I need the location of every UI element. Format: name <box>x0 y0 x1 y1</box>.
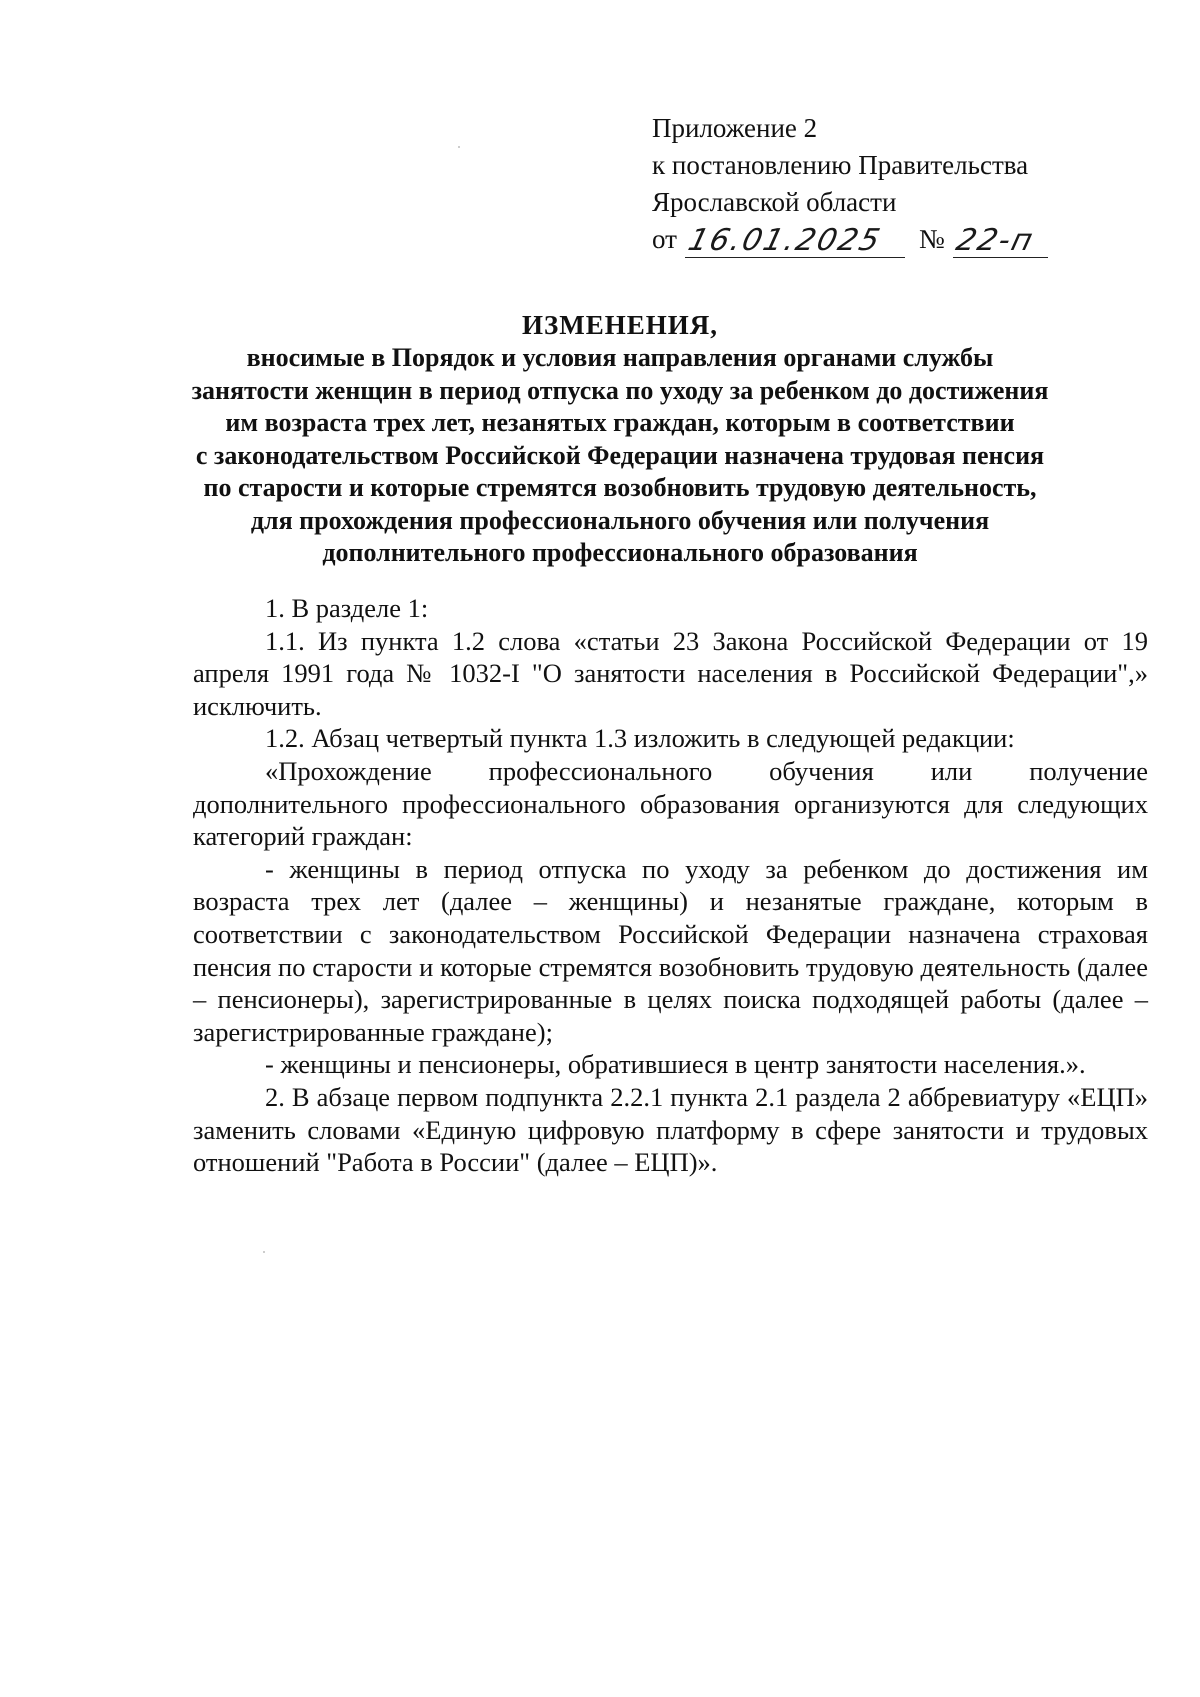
scan-speck <box>263 1251 265 1253</box>
document-title <box>150 308 1090 570</box>
appendix-line-1: Приложение 2 <box>652 113 818 143</box>
paragraph: 2. В абзаце первом подпункта 2.2.1 пункта 2.1 раздела 2 аббревиатуру «ЕЦП» заменить словами «Единую цифровую платформу в сфере занятости и трудовых отношений "Работа в России" (далее – ЕЦП)». <box>193 1081 1148 1178</box>
paragraph: «Прохождение профессионального обучения или получение дополнительного профессионального образования организуются для следующих категорий граждан: <box>193 755 1148 852</box>
title-main: ИЗМЕНЕНИЯ, <box>521 310 718 340</box>
title-sub-line: с законодательством Российской Федерации назначена трудовая пенсия <box>195 440 1045 470</box>
appendix-line-2: к постановлению Правительства <box>652 150 1029 180</box>
title-sub-line: им возраста трех лет, незанятых граждан, которым в соответствии <box>225 408 1015 437</box>
paragraph: 1.1. Из пункта 1.2 слова «статьи 23 Закона Российской Федерации от 19 апреля 1991 года № 1032-I "О занятости населения в Российской Федерации",» исключить. <box>193 625 1148 721</box>
appendix-header <box>652 110 1172 258</box>
scan-speck <box>458 146 460 148</box>
handwritten-number: 22-п <box>952 223 1038 258</box>
appendix-line-3: Ярославской области <box>652 187 897 217</box>
paragraph: - женщины в период отпуска по уходу за ребенком до достижения им возраста трех лет (далее – женщины) и незанятые граждане, которым в соответствии с законодательством Российской Федерации назначена страховая пенсия по старости и которые стремятся возобновить трудовую деятельность (далее – пенсионеры), зарегистрированные в целях поиска подходящей работы (далее – зарегистрированные граждане); <box>193 853 1148 1047</box>
title-sub-line: вносимые в Порядок и условия направления органами службы <box>246 343 994 372</box>
number-sign: № <box>918 224 945 254</box>
paragraph: 1.2. Абзац четвертый пункта 1.3 изложить в следующей редакции: <box>265 723 1015 754</box>
title-sub-line: для прохождения профессионального обучения или получения <box>250 505 990 535</box>
title-sub-line: занятости женщин в период отпуска по уходу за ребенком до достижения <box>191 375 1049 405</box>
paragraph: - женщины и пенсионеры, обратившиеся в центр занятости населения.». <box>265 1049 1086 1080</box>
document-body <box>193 592 1148 1179</box>
date-prefix: от <box>652 224 677 254</box>
title-sub-line: дополнительного профессионального образования <box>322 538 918 567</box>
number-field <box>952 223 1048 258</box>
handwritten-date: 16.01.2025 <box>684 223 886 258</box>
title-sub-line: по старости и которые стремятся возобновить трудовую деятельность, <box>203 473 1037 502</box>
paragraph: 1. В разделе 1: <box>265 593 429 623</box>
date-field <box>684 223 905 258</box>
appendix-date-line <box>652 221 1172 258</box>
